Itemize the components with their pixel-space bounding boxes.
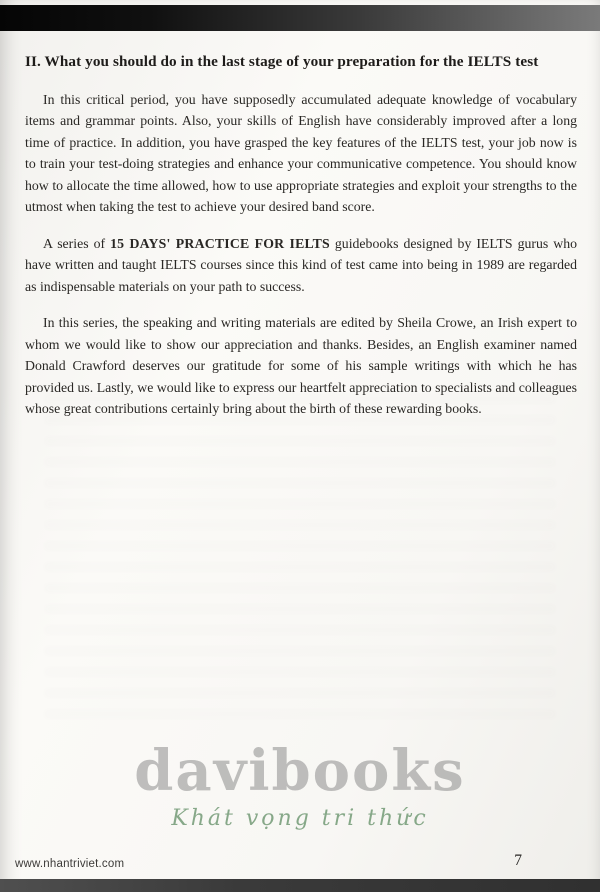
footer-website: www.nhantriviet.com bbox=[15, 858, 125, 870]
publisher-watermark bbox=[0, 738, 600, 831]
paragraph-2-text-cont: guidebooks designed by IELTS gurus who have written and taught IELTS courses since this kind of test came into being in 1989 are regarded as indispensable materials on your path to success. bbox=[25, 235, 577, 294]
scan-bottom-edge bbox=[0, 879, 600, 892]
watermark-subtitle: Khát vọng tri thức bbox=[171, 806, 429, 831]
paragraph-1: In this critical period, you have supposedly accumulated adequate knowledge of vocabulary items and grammar points. Also, your skills of English have considerably improved after a long time of practice. In addition, you have grasped the key features of the IELTS test, your job now is to train your test-doing strategies and enhance your communicative competence. You should know how to allocate the time allowed, how to use appropriate strategies and exploit your strengths to the utmost when taking the test to achieve your desired band score. bbox=[25, 91, 577, 215]
paragraph-3: In this series, the speaking and writing materials are edited by Sheila Crowe, an Irish expert to whom we would like to show our appreciation and thanks. Besides, an English examiner named Donald Crawford deserves our gratitude for some of his sample writings with which he has provided us. Lastly, we would like to express our heartfelt appreciation to specialists and colleagues whose great contributions certainly bring about the birth of these rewarding books. bbox=[25, 315, 577, 417]
page-bleed-through bbox=[45, 395, 555, 725]
paragraph-2 bbox=[25, 233, 577, 298]
section-heading: II. What you should do in the last stage of your preparation for the IELTS test bbox=[25, 53, 539, 70]
series-title-bold: 15 DAYS' PRACTICE FOR IELTS bbox=[110, 235, 330, 251]
page-number: 7 bbox=[514, 852, 522, 869]
paragraph-2-text: A series of bbox=[43, 235, 111, 251]
page-content bbox=[25, 52, 577, 435]
watermark-title: davibooks bbox=[134, 738, 466, 804]
scan-top-edge bbox=[0, 5, 600, 31]
